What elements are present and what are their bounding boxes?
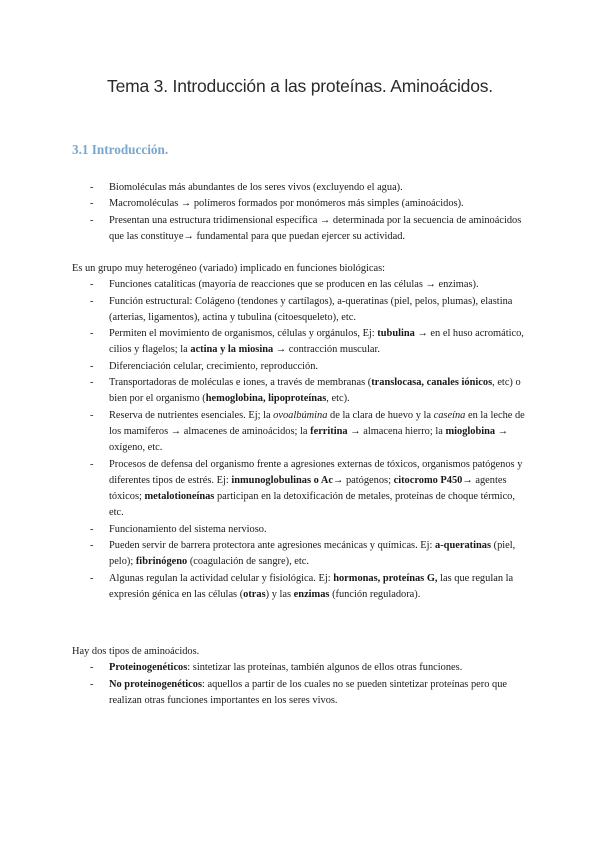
text-run: las que regulan la expresión génica en las células ( xyxy=(109,572,514,600)
text-run: citocromo P450 xyxy=(393,474,463,486)
types-block xyxy=(72,644,532,709)
text-run: caseína xyxy=(433,409,466,421)
text-run: (piel, pelo); xyxy=(109,540,516,568)
list-item xyxy=(72,375,532,408)
text-run: enzimas xyxy=(293,588,330,600)
text-run: Función estructural: Colágeno (tendones y cartílagos), a-queratinas (piel, pelos, plumas), elastina (arterias, ligamentos), actina y tubulina (citoesqueleto), etc. xyxy=(109,295,513,323)
text-run: a-queratinas xyxy=(435,540,492,552)
functions-intro: Es un grupo muy heterogéneo (variado) implicado en funciones biológicas: xyxy=(72,263,386,274)
text-run: Diferenciación celular, crecimiento, reproducción. xyxy=(109,360,319,372)
text-run: Reserva de nutrientes esenciales. Ej; la xyxy=(109,409,274,421)
list-item xyxy=(72,538,532,571)
text-run: translocasa, canales iónicos xyxy=(371,377,493,389)
list-item xyxy=(72,522,532,538)
text-run: en la leche de los mamíferos → almacenes de aminoácidos; la xyxy=(109,409,525,437)
text-run: participan en la detoxificación de metales, proteínas de choque térmico, etc. xyxy=(109,491,515,519)
text-run: tubulina xyxy=(377,328,415,340)
text-run: : sintetizar las proteínas, también algunos de ellos otras funciones. xyxy=(187,662,463,674)
text-run: (coagulación de sangre), etc. xyxy=(187,556,309,568)
functions-list xyxy=(72,277,532,603)
types-intro: Hay dos tipos de aminoácidos. xyxy=(72,646,200,657)
text-run: ) y las xyxy=(265,588,294,600)
text-run: Algunas regulan la actividad celular y fisiológica. Ej: xyxy=(109,572,334,584)
text-run: → contracción muscular. xyxy=(273,344,380,356)
text-run: mioglobina xyxy=(445,425,496,437)
list-item xyxy=(72,359,532,375)
list-item xyxy=(72,326,532,359)
text-run: Proteinogenéticos xyxy=(109,662,188,674)
text-run: → oxígeno, etc. xyxy=(109,425,509,454)
text-run: Funciones catalíticas (mayoría de reacciones que se producen en las células → enzimas). xyxy=(109,279,479,291)
text-run: hemoglobina, lipoproteínas xyxy=(205,393,327,405)
types-list xyxy=(72,660,532,709)
text-run: Procesos de defensa del organismo frente a agresiones externas de tóxicos, organismos patógenos y diferentes tipos de estrés. Ej: xyxy=(109,458,523,486)
list-item xyxy=(72,660,532,676)
list-item xyxy=(72,571,532,604)
text-run: Pueden servir de barrera protectora ante agresiones mecánicas y químicas. Ej: xyxy=(109,540,436,552)
text-run: → en el huso acromático, cilios y flagelos; la xyxy=(109,328,524,356)
text-run: hormonas, proteínas G, xyxy=(333,572,438,584)
text-run: fibrinógeno xyxy=(135,556,188,568)
text-run: → agentes tóxicos; xyxy=(109,474,507,503)
list-item: - Biomoléculas más abundantes de los seres vivos (excluyendo el agua). xyxy=(72,180,532,196)
list-item xyxy=(72,457,532,522)
list-item xyxy=(72,408,532,457)
text-run: → almacena hierro; la xyxy=(347,425,446,437)
text-run: , etc) o bien por el organismo ( xyxy=(109,377,521,405)
text-run: metalotioneínas xyxy=(144,491,215,503)
text-run: ferritina xyxy=(310,425,348,437)
text-run: ovoalbúmina xyxy=(273,409,328,421)
text-run: de la clara de huevo y la xyxy=(327,409,434,421)
text-run: actina y la miosina xyxy=(190,344,274,356)
intro-list xyxy=(72,180,532,245)
text-run: Funcionamiento del sistema nervioso. xyxy=(109,523,267,535)
functions-block xyxy=(72,261,532,603)
page-title: Tema 3. Introducción a las proteínas. Aminoácidos. xyxy=(107,76,493,96)
list-item xyxy=(72,677,532,710)
list-item xyxy=(72,277,532,293)
list-item xyxy=(72,294,532,327)
text-run: otras xyxy=(243,588,266,600)
text-run: , etc). xyxy=(326,393,350,405)
text-run: Permiten el movimiento de organismos, células y orgánulos, Ej: xyxy=(109,328,378,340)
text-run: No proteinogenéticos xyxy=(109,678,203,690)
section-heading: 3.1 Introducción. xyxy=(72,142,169,157)
text-run: (función reguladora). xyxy=(329,588,421,600)
text-run: → patógenos; xyxy=(332,474,394,486)
intro-block xyxy=(72,180,532,245)
list-item: - Macromoléculas → polímeros formados por monómeros más simples (aminoácidos). xyxy=(72,196,532,212)
list-item: - Presentan una estructura tridimensional específica → determinada por la secuencia de aminoácidos que las constituye→ fundamental para que puedan ejercer su actividad. xyxy=(72,213,532,246)
text-run: : aquellos a partir de los cuales no se pueden sintetizar proteínas pero que realizan otras funciones importantes en los seres vivos. xyxy=(109,678,508,706)
text-run: Transportadoras de moléculas e iones, a través de membranas ( xyxy=(109,377,372,389)
text-run: inmunoglobulinas o Ac xyxy=(231,474,333,486)
